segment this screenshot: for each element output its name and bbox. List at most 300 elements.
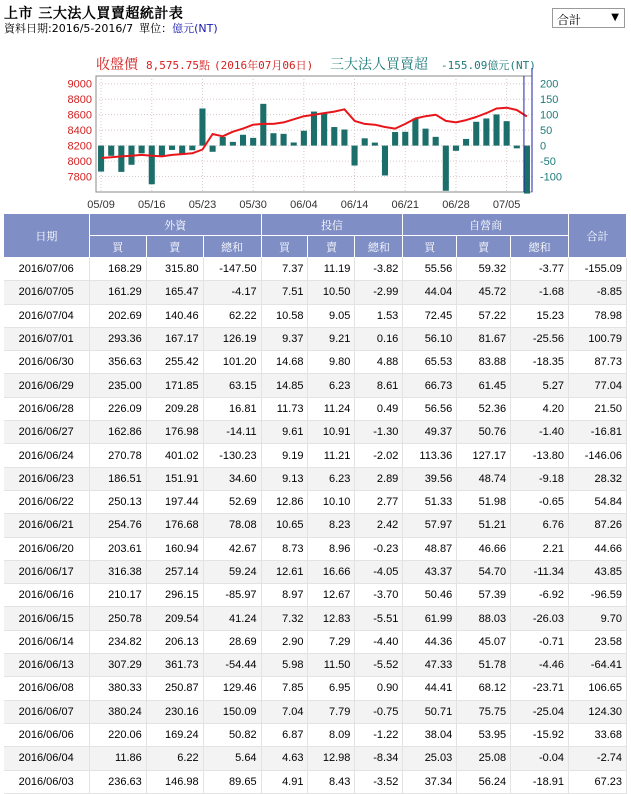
table-cell-date: 2016/06/15 [4, 607, 90, 630]
net-bar [321, 113, 327, 145]
net-bar [240, 135, 246, 146]
table-cell: -4.17 [203, 281, 261, 304]
table-row [4, 560, 627, 583]
table-cell: 380.33 [89, 677, 146, 700]
table-row [4, 700, 627, 723]
table-cell: 129.46 [203, 677, 261, 700]
table-cell: 6.23 [308, 467, 355, 490]
table-cell-date: 2016/06/07 [4, 700, 90, 723]
table-cell: 8.96 [308, 537, 355, 560]
net-bar [301, 131, 307, 146]
table-cell: 101.20 [203, 351, 261, 374]
table-cell: 9.19 [261, 444, 308, 467]
right-axis-tick-label: -50 [540, 156, 556, 169]
table-cell: -5.52 [355, 654, 403, 677]
table-cell: -4.05 [355, 560, 403, 583]
table-cell: -26.03 [511, 607, 569, 630]
table-cell: 1.53 [355, 304, 403, 327]
net-bar [230, 142, 236, 146]
table-cell: 0.90 [355, 677, 403, 700]
table-cell: 6.87 [261, 723, 308, 746]
table-cell: 43.85 [569, 560, 627, 583]
table-cell: 56.10 [403, 327, 457, 350]
table-cell: 21.50 [569, 397, 627, 420]
net-bar [493, 114, 499, 145]
table-cell: 12.98 [308, 747, 355, 770]
table-cell: -0.04 [511, 747, 569, 770]
table-row [4, 514, 627, 537]
table-cell: 203.61 [89, 537, 146, 560]
table-cell: 356.63 [89, 351, 146, 374]
table-cell: 43.37 [403, 560, 457, 583]
header-foreign-sell: 賣 [146, 236, 203, 258]
table-cell: -13.80 [511, 444, 569, 467]
data-table [3, 213, 627, 794]
table-cell: -64.41 [569, 654, 627, 677]
net-bar [382, 146, 388, 176]
table-cell-date: 2016/06/06 [4, 723, 90, 746]
table-cell: 162.86 [89, 421, 146, 444]
table-cell: -3.82 [355, 258, 403, 281]
table-cell: 12.61 [261, 560, 308, 583]
table-row [4, 444, 627, 467]
table-cell: 25.08 [457, 747, 511, 770]
table-cell-date: 2016/06/14 [4, 630, 90, 653]
table-cell: 0.49 [355, 397, 403, 420]
table-cell: 8.23 [308, 514, 355, 537]
net-bar [514, 146, 520, 149]
table-cell: -8.34 [355, 747, 403, 770]
left-axis-tick-label: 9000 [67, 78, 92, 91]
table-cell-date: 2016/06/08 [4, 677, 90, 700]
table-cell: 151.91 [146, 467, 203, 490]
table-cell: 87.73 [569, 351, 627, 374]
table-cell: 380.24 [89, 700, 146, 723]
table-cell: 226.09 [89, 397, 146, 420]
table-cell: 4.88 [355, 351, 403, 374]
left-axis-tick-label: 8800 [67, 94, 92, 107]
table-cell-date: 2016/06/17 [4, 560, 90, 583]
table-row [4, 467, 627, 490]
table-row [4, 490, 627, 513]
net-bar [362, 138, 368, 145]
net-bar [250, 138, 256, 146]
unit-value: 億元(NT) [172, 22, 218, 35]
table-cell: 160.94 [146, 537, 203, 560]
table-cell-date: 2016/06/20 [4, 537, 90, 560]
table-cell: 176.68 [146, 514, 203, 537]
net-bar [352, 146, 358, 166]
table-cell: 50.71 [403, 700, 457, 723]
table-cell-date: 2016/06/22 [4, 490, 90, 513]
table-cell: 127.17 [457, 444, 511, 467]
table-row [4, 770, 627, 793]
table-cell: 16.66 [308, 560, 355, 583]
table-body [4, 258, 627, 794]
table-cell: -0.71 [511, 630, 569, 653]
header-trust: 投信 [261, 214, 403, 236]
table-cell: 296.15 [146, 584, 203, 607]
table-cell-date: 2016/06/03 [4, 770, 90, 793]
net-bar [270, 133, 276, 145]
table-cell: 11.50 [308, 654, 355, 677]
table-cell: -3.77 [511, 258, 569, 281]
table-cell: 6.95 [308, 677, 355, 700]
table-cell: -0.75 [355, 700, 403, 723]
table-row [4, 747, 627, 770]
table-cell: 210.17 [89, 584, 146, 607]
table-cell-date: 2016/06/24 [4, 444, 90, 467]
net-bar [291, 143, 297, 146]
table-cell: -16.81 [569, 421, 627, 444]
x-axis-tick-label: 05/23 [188, 199, 217, 211]
table-cell: 46.66 [457, 537, 511, 560]
chart-title-price-value: 8,575.75點 [146, 59, 210, 72]
table-cell: 10.58 [261, 304, 308, 327]
table-cell: -147.50 [203, 258, 261, 281]
table-cell: 171.85 [146, 374, 203, 397]
right-axis-tick-label: 200 [540, 78, 559, 91]
table-cell: 100.79 [569, 327, 627, 350]
net-bar [433, 137, 439, 146]
table-row [4, 258, 627, 281]
table-cell: 11.24 [308, 397, 355, 420]
table-cell: 186.51 [89, 467, 146, 490]
table-cell: 77.04 [569, 374, 627, 397]
net-bar [139, 146, 145, 154]
table-cell: 9.05 [308, 304, 355, 327]
table-cell: -0.23 [355, 537, 403, 560]
table-cell: -14.11 [203, 421, 261, 444]
table-cell: -130.23 [203, 444, 261, 467]
table-cell: -15.92 [511, 723, 569, 746]
table-cell: 255.42 [146, 351, 203, 374]
table-cell: 28.32 [569, 467, 627, 490]
table-row [4, 537, 627, 560]
table-cell: -23.71 [511, 677, 569, 700]
table-cell: 49.37 [403, 421, 457, 444]
table-cell: 63.15 [203, 374, 261, 397]
table-cell: 2.90 [261, 630, 308, 653]
header-foreign-buy: 買 [89, 236, 146, 258]
table-cell: 5.64 [203, 747, 261, 770]
left-axis-tick-label: 8000 [67, 156, 92, 169]
header-trust-net: 總和 [355, 236, 403, 258]
header-foreign: 外資 [89, 214, 261, 236]
table-row [4, 654, 627, 677]
table-cell: -85.97 [203, 584, 261, 607]
table-row [4, 374, 627, 397]
left-axis-tick-label: 8400 [67, 125, 92, 138]
table-cell: 53.95 [457, 723, 511, 746]
table-cell: 7.29 [308, 630, 355, 653]
net-bar [108, 146, 114, 156]
table-cell: 12.83 [308, 607, 355, 630]
table-cell: 250.87 [146, 677, 203, 700]
table-cell: 9.80 [308, 351, 355, 374]
table-cell: -2.74 [569, 747, 627, 770]
table-cell: 45.07 [457, 630, 511, 653]
table-cell: 25.03 [403, 747, 457, 770]
table-cell: 45.72 [457, 281, 511, 304]
table-cell: 315.80 [146, 258, 203, 281]
table-cell: 51.98 [457, 490, 511, 513]
header-foreign-net: 總和 [203, 236, 261, 258]
net-bar [220, 137, 226, 146]
table-cell: 2.77 [355, 490, 403, 513]
table-cell: 161.29 [89, 281, 146, 304]
table-cell: 47.33 [403, 654, 457, 677]
table-cell: 236.63 [89, 770, 146, 793]
net-bar [402, 132, 408, 146]
table-cell: 81.67 [457, 327, 511, 350]
table-cell: 2.89 [355, 467, 403, 490]
table-cell: 65.53 [403, 351, 457, 374]
table-cell: 50.82 [203, 723, 261, 746]
table-cell: 12.67 [308, 584, 355, 607]
net-bar [311, 112, 317, 146]
table-cell: 4.20 [511, 397, 569, 420]
category-select[interactable] [552, 8, 625, 28]
table-cell: -4.46 [511, 654, 569, 677]
table-cell: 52.36 [457, 397, 511, 420]
table-cell: 113.36 [403, 444, 457, 467]
table-cell: 5.27 [511, 374, 569, 397]
table-cell: 10.10 [308, 490, 355, 513]
table-cell: 168.29 [89, 258, 146, 281]
table-cell: 257.14 [146, 560, 203, 583]
table-cell: 6.22 [146, 747, 203, 770]
table-cell: 106.65 [569, 677, 627, 700]
table-cell: 9.13 [261, 467, 308, 490]
table-cell: 51.33 [403, 490, 457, 513]
table-cell: 250.78 [89, 607, 146, 630]
table-cell: 9.37 [261, 327, 308, 350]
table-cell: 7.79 [308, 700, 355, 723]
chart-svg [0, 54, 631, 212]
table-cell: 61.45 [457, 374, 511, 397]
table-row [4, 607, 627, 630]
table-cell: 88.03 [457, 607, 511, 630]
table-cell: -1.40 [511, 421, 569, 444]
table-cell: -54.44 [203, 654, 261, 677]
table-cell: -8.85 [569, 281, 627, 304]
table-cell: 9.21 [308, 327, 355, 350]
table-cell: 66.73 [403, 374, 457, 397]
table-cell: 78.98 [569, 304, 627, 327]
table-cell: 8.61 [355, 374, 403, 397]
table-cell: 293.36 [89, 327, 146, 350]
table-cell: 42.67 [203, 537, 261, 560]
net-bar [422, 129, 428, 146]
table-cell: -18.35 [511, 351, 569, 374]
table-cell: 235.00 [89, 374, 146, 397]
chart-title-net-label: 三大法人買賣超 [330, 57, 428, 73]
table-cell: 28.69 [203, 630, 261, 653]
table-cell: 8.09 [308, 723, 355, 746]
table-row [4, 677, 627, 700]
x-axis-tick-label: 06/21 [391, 199, 420, 211]
table-cell: -1.68 [511, 281, 569, 304]
table-cell: -25.04 [511, 700, 569, 723]
table-cell: 202.69 [89, 304, 146, 327]
net-bar [372, 143, 378, 146]
table-cell: 14.68 [261, 351, 308, 374]
table-cell: 2.21 [511, 537, 569, 560]
x-axis-tick-label: 05/30 [239, 199, 267, 211]
table-cell: 72.45 [403, 304, 457, 327]
table-cell: 0.16 [355, 327, 403, 350]
chart-area [0, 54, 631, 212]
table-cell-date: 2016/07/05 [4, 281, 90, 304]
table-cell-date: 2016/07/06 [4, 258, 90, 281]
right-axis-tick-label: 50 [540, 125, 553, 138]
table-cell: -2.99 [355, 281, 403, 304]
table-cell: 167.17 [146, 327, 203, 350]
table-cell: -4.40 [355, 630, 403, 653]
left-axis-tick-label: 7800 [67, 171, 92, 184]
net-bar [341, 130, 347, 146]
table-cell: 11.73 [261, 397, 308, 420]
table-cell: 51.21 [457, 514, 511, 537]
table-cell: 11.86 [89, 747, 146, 770]
table-cell: 10.50 [308, 281, 355, 304]
x-axis-tick-label: 06/14 [340, 199, 369, 211]
table-cell-date: 2016/06/13 [4, 654, 90, 677]
table-cell: 89.65 [203, 770, 261, 793]
table-row [4, 327, 627, 350]
table-cell: 48.87 [403, 537, 457, 560]
table-cell: 11.19 [308, 258, 355, 281]
table-cell: 176.98 [146, 421, 203, 444]
table-cell: 254.76 [89, 514, 146, 537]
table-cell: -2.02 [355, 444, 403, 467]
table-cell: -3.70 [355, 584, 403, 607]
table-cell: 165.47 [146, 281, 203, 304]
right-axis-tick-label: 100 [540, 109, 559, 122]
net-bar [412, 119, 418, 146]
table-cell: 48.74 [457, 467, 511, 490]
table-cell: -9.18 [511, 467, 569, 490]
table-cell: 8.73 [261, 537, 308, 560]
table-cell: 7.51 [261, 281, 308, 304]
table-cell: 44.66 [569, 537, 627, 560]
table-cell: 6.23 [308, 374, 355, 397]
table-cell: 209.28 [146, 397, 203, 420]
table-cell: -1.30 [355, 421, 403, 444]
net-bar [149, 146, 155, 185]
chevron-down-icon: ▼ [611, 12, 619, 23]
table-cell: 140.46 [146, 304, 203, 327]
table-cell-date: 2016/06/04 [4, 747, 90, 770]
table-cell-date: 2016/07/01 [4, 327, 90, 350]
right-axis-tick-label: -100 [540, 171, 563, 184]
table-row [4, 584, 627, 607]
table-cell: 61.99 [403, 607, 457, 630]
table-cell: -3.52 [355, 770, 403, 793]
table-cell: 197.44 [146, 490, 203, 513]
table-row [4, 397, 627, 420]
table-cell: 62.22 [203, 304, 261, 327]
table-cell: 10.65 [261, 514, 308, 537]
table-cell: 316.38 [89, 560, 146, 583]
chart-title-price-date: (2016年07月06日) [214, 59, 314, 72]
table-cell: 37.34 [403, 770, 457, 793]
table-cell: 12.86 [261, 490, 308, 513]
table-cell: 87.26 [569, 514, 627, 537]
table-cell: 15.23 [511, 304, 569, 327]
table-cell: 234.82 [89, 630, 146, 653]
table-row [4, 351, 627, 374]
table-cell: 9.70 [569, 607, 627, 630]
table-cell: 67.23 [569, 770, 627, 793]
chart-title-net-value: -155.09億元(NT) [441, 59, 536, 72]
header-trust-sell: 賣 [308, 236, 355, 258]
header-total: 合計 [569, 214, 627, 258]
table-cell: 14.85 [261, 374, 308, 397]
table-cell: 44.41 [403, 677, 457, 700]
table-cell: 8.97 [261, 584, 308, 607]
header-dealer-buy: 買 [403, 236, 457, 258]
table-cell: -18.91 [511, 770, 569, 793]
table-cell-date: 2016/06/29 [4, 374, 90, 397]
net-bar [210, 146, 216, 152]
table-cell: 41.24 [203, 607, 261, 630]
net-bar [453, 146, 459, 151]
table-cell: 59.32 [457, 258, 511, 281]
table-cell: 6.76 [511, 514, 569, 537]
table-row [4, 281, 627, 304]
table-cell: -25.56 [511, 327, 569, 350]
table-cell: -1.22 [355, 723, 403, 746]
table-cell: 57.22 [457, 304, 511, 327]
table-cell: 51.78 [457, 654, 511, 677]
left-axis-tick-label: 8200 [67, 140, 92, 153]
net-bar [189, 146, 195, 151]
table-cell: 11.21 [308, 444, 355, 467]
table-cell: 44.04 [403, 281, 457, 304]
table-cell: 209.54 [146, 607, 203, 630]
table-cell: 126.19 [203, 327, 261, 350]
right-axis-tick-label: 150 [540, 94, 559, 107]
net-bar [392, 132, 398, 146]
date-range: 資料日期:2016/5-2016/7 [4, 22, 134, 35]
header-trust-buy: 買 [261, 236, 308, 258]
table-cell: 2.42 [355, 514, 403, 537]
table-cell: 220.06 [89, 723, 146, 746]
net-bar [524, 146, 530, 194]
table-cell: 44.36 [403, 630, 457, 653]
table-cell-date: 2016/06/16 [4, 584, 90, 607]
table-cell: 23.58 [569, 630, 627, 653]
net-bar [281, 134, 287, 146]
x-axis-tick-label: 06/04 [290, 199, 318, 211]
table-cell: 150.09 [203, 700, 261, 723]
table-cell: 34.60 [203, 467, 261, 490]
x-axis-tick-label: 06/28 [442, 199, 470, 211]
unit-label: 單位： [139, 22, 173, 35]
left-axis-tick-label: 8600 [67, 109, 92, 122]
x-axis-tick-label: 05/09 [87, 199, 115, 211]
table-cell: 9.61 [261, 421, 308, 444]
category-select-value: 合計 [557, 13, 582, 27]
net-bar [331, 127, 337, 146]
table-cell-date: 2016/06/23 [4, 467, 90, 490]
table-row [4, 421, 627, 444]
table-cell: 50.46 [403, 584, 457, 607]
table-cell: 7.37 [261, 258, 308, 281]
x-axis-tick-label: 05/16 [138, 199, 166, 211]
